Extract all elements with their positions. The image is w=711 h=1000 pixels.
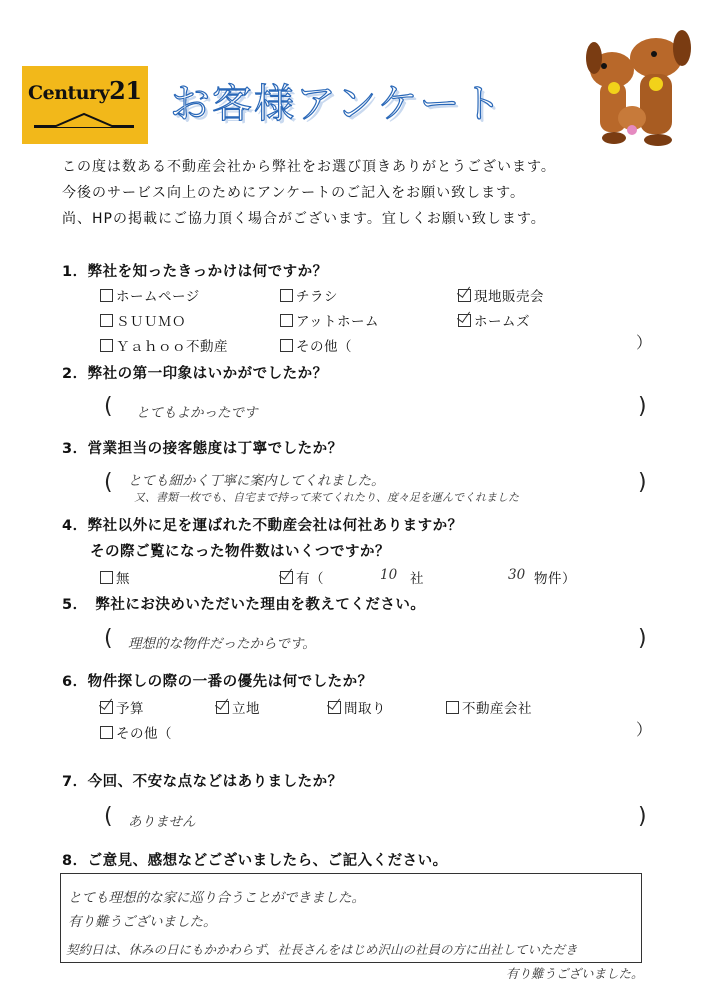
q7-open-paren: ( — [104, 804, 113, 829]
intro-line-2: 今後のサービス向上のためにアンケートのご記入をお願い致します。 — [62, 185, 526, 201]
page-title: お客様アンケート — [170, 81, 504, 127]
q7-question: 7．今回、不安な点などはありましたか？ — [62, 774, 343, 790]
q8-answer-line-2: 有り難うございました。 — [68, 914, 217, 930]
q4-question-line-1: 4．弊社以外に足を運ばれた不動産会社は何社ありますか？ — [62, 518, 463, 534]
q1-other-close-paren: ） — [636, 333, 653, 352]
q4-question-line-2: その際ご覧になった物件数はいくつですか？ — [90, 544, 390, 560]
q4-companies-count: 10 — [380, 567, 398, 583]
q1-option-yahoo[interactable]: Ｙａｈｏｏ不動産 — [100, 335, 228, 355]
checkbox[interactable] — [280, 339, 293, 352]
q5-close-paren: ) — [638, 626, 647, 651]
checkbox-checked[interactable] — [328, 701, 341, 714]
q4-properties-unit: 物件） — [534, 571, 576, 587]
q2-open-paren: ( — [104, 394, 113, 419]
q5-answer: 理想的な物件だったからです。 — [128, 636, 316, 652]
q8-answer-line-4: 有り難うございました。 — [506, 966, 644, 981]
checkbox-checked[interactable] — [280, 571, 293, 584]
q3-question: 3．営業担当の接客態度は丁寧でしたか？ — [62, 441, 343, 457]
checkbox[interactable] — [446, 701, 459, 714]
q4-companies-unit: 社 — [410, 571, 424, 587]
q1-option-homes[interactable]: ホームズ — [458, 310, 530, 330]
checkbox[interactable] — [280, 289, 293, 302]
q6-option-budget[interactable]: 予算 — [100, 697, 144, 717]
q2-answer: とてもよかったです — [136, 405, 258, 421]
checkbox[interactable] — [100, 726, 113, 739]
q3-answer-line-1: とても細かく丁寧に案内してくれました。 — [128, 473, 385, 489]
checkbox[interactable] — [100, 289, 113, 302]
dog-mascot-icon — [574, 18, 694, 148]
intro-line-3: 尚、HPの掲載にご協力頂く場合がございます。宜しくお願い致します。 — [62, 211, 546, 227]
q1-option-other[interactable]: その他（ — [280, 335, 352, 355]
q5-open-paren: ( — [104, 626, 113, 651]
q3-open-paren: ( — [104, 470, 113, 495]
checkbox-checked[interactable] — [458, 289, 471, 302]
q6-option-other[interactable]: その他（ — [100, 722, 172, 742]
checkbox[interactable] — [100, 314, 113, 327]
q5-question: 5． 弊社にお決めいただいた理由を教えてください。 — [62, 597, 426, 613]
q2-question: 2．弊社の第一印象はいかがでしたか？ — [62, 366, 328, 382]
q6-option-floorplan[interactable]: 間取り — [328, 697, 386, 717]
checkbox[interactable] — [280, 314, 293, 327]
q6-option-location[interactable]: 立地 — [216, 697, 260, 717]
q6-option-company[interactable]: 不動産会社 — [446, 697, 532, 717]
q6-other-close-paren: ） — [636, 720, 653, 739]
q8-answer-line-3: 契約日は、休みの日にもかかわらず、社長さんをはじめ沢山の社員の方に出社していただき — [66, 942, 578, 957]
logo-roof-icon — [34, 112, 134, 128]
checkbox[interactable] — [100, 571, 113, 584]
q3-close-paren: ) — [638, 470, 647, 495]
q1-option-suumo[interactable]: ＳＵＵＭＯ — [100, 310, 186, 330]
checkbox[interactable] — [100, 339, 113, 352]
q1-option-open-house[interactable]: 現地販売会 — [458, 285, 544, 305]
q8-question: 8．ご意見、感想などございましたら、ご記入ください。 — [62, 853, 448, 869]
century21-logo — [22, 66, 148, 144]
q1-option-flyer[interactable]: チラシ — [280, 285, 338, 305]
intro-line-1: この度は数ある不動産会社から弊社をお選び頂きありがとうございます。 — [62, 159, 556, 175]
q8-answer-line-1: とても理想的な家に巡り合うことができました。 — [68, 890, 365, 906]
checkbox-checked[interactable] — [216, 701, 229, 714]
q6-question: 6．物件探しの際の一番の優先は何でしたか？ — [62, 674, 373, 690]
q7-answer: ありません — [128, 814, 196, 830]
logo-wordmark: Century21 — [28, 76, 142, 105]
q4-option-yes[interactable]: 有（ — [280, 567, 324, 587]
q1-option-athome[interactable]: アットホーム — [280, 310, 379, 330]
checkbox-checked[interactable] — [100, 701, 113, 714]
checkbox-checked[interactable] — [458, 314, 471, 327]
q4-option-none[interactable]: 無 — [100, 567, 130, 587]
q1-question: 1．弊社を知ったきっかけは何ですか？ — [62, 264, 328, 280]
q3-answer-line-2: 又、書類一枚でも、自宅まで持って来てくれたり、度々足を運んでくれました — [134, 491, 519, 504]
q7-close-paren: ) — [638, 804, 647, 829]
q1-option-homepage[interactable]: ホームページ — [100, 285, 200, 305]
q2-close-paren: ) — [638, 394, 647, 419]
q4-properties-count: 30 — [508, 567, 526, 583]
